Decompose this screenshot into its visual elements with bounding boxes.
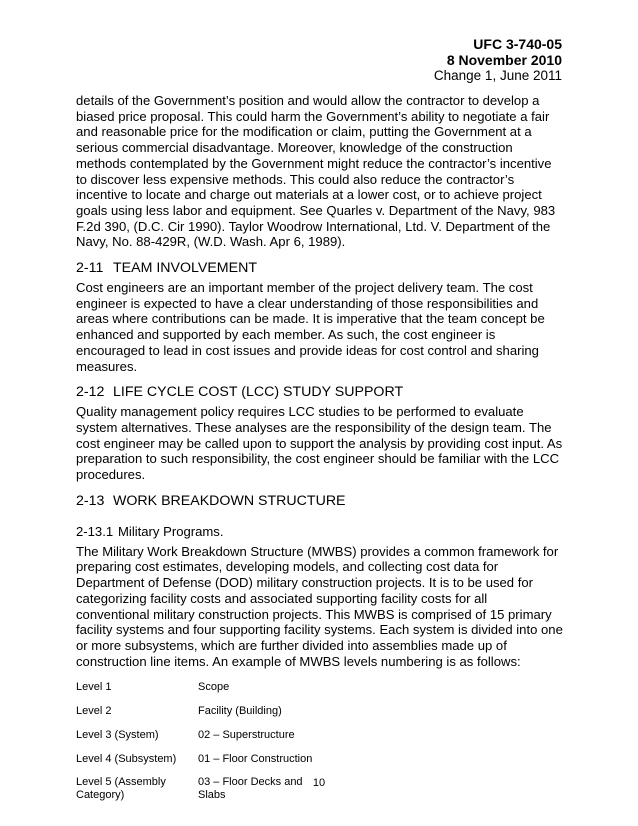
- table-row: [76, 753, 564, 766]
- section-title: LIFE CYCLE COST (LCC) STUDY SUPPORT: [113, 384, 404, 401]
- page-header: [434, 36, 562, 84]
- section-title: TEAM INVOLVEMENT: [113, 260, 257, 277]
- level-name: Level 1: [76, 681, 112, 694]
- level-name: Level 3 (System): [76, 728, 159, 741]
- section-heading: [76, 259, 564, 277]
- subsection-2-13-1: [76, 523, 564, 670]
- subsection-heading: [76, 523, 564, 540]
- table-row: [76, 729, 564, 742]
- level-name: Level 4 (Subsystem): [76, 752, 177, 765]
- level-name: Level 5 (Assembly Category): [76, 776, 166, 802]
- section-body: Cost engineers are an important member of the project delivery team. The cost engineer is expected to have a clear understanding of those responsibilities and areas where contributions can be made. It is imperative that the team concept be enhanced and supported by each member. As such, the cost engineer is encouraged to lead in cost issues and provide ideas for cost control and sharing measures.: [76, 280, 545, 374]
- section-2-12: [76, 383, 564, 483]
- level-name: Level 2: [76, 705, 112, 718]
- table-row: [76, 705, 564, 718]
- change-note: Change 1, June 2011: [433, 68, 562, 83]
- section-heading: [76, 492, 564, 510]
- section-number: 2-12: [76, 384, 105, 401]
- section-number: 2-11: [76, 260, 104, 277]
- intro-paragraph: details of the Government’s position and would allow the contractor to develop a biased price proposal. This could harm the Government’s ability to negotiate a fair and reasonable price for the modification or claim, putting the Government at a serious commercial disadvantage. Moreover, knowledge of the construction methods contemplated by the Government might reduce the contractor’s incentive to discover less expensive methods. This could also reduce the contractor’s incentive to locate and charge out materials at a lower cost, or to achieve project goals using less labor and equipment. See Quarles v. Department of the Navy, 983 F.2d 390, (D.C. Cir 1990). Taylor Woodrow International, Ltd. V. Department of the Navy, No. 88-429R, (W.D. Wash. Apr 6, 1989).: [76, 93, 556, 250]
- section-title: WORK BREAKDOWN STRUCTURE: [113, 492, 346, 509]
- page-number: 10: [312, 777, 326, 789]
- table-row: [76, 681, 564, 694]
- page-content: [76, 93, 564, 813]
- section-body: Quality management policy requires LCC studies to be performed to evaluate system alternatives. These analyses are the responsibility of the design team. The cost engineer may be called upon to support the analysis by providing cost input. As preparation to such responsibility, the cost engineer should be familiar with the LCC procedures.: [76, 404, 563, 483]
- document-id: UFC 3-740-05: [473, 36, 562, 52]
- section-heading: [76, 383, 564, 401]
- level-value: 03 – Floor Decks and Slabs: [198, 776, 303, 802]
- level-value: Facility (Building): [198, 705, 282, 718]
- document-date: 8 November 2010: [446, 52, 562, 68]
- subsection-number: 2-13.1: [76, 523, 114, 539]
- section-2-11: [76, 259, 564, 374]
- level-value: 02 – Superstructure: [198, 728, 295, 741]
- subsection-body: The Military Work Breakdown Structure (MWBS) provides a common framework for preparing cost estimates, developing models, and collecting cost data for Department of Defense (DOD) military construction projects. It is to be used for categorizing facility costs and associated supporting facility costs for all conventional military construction projects. This MWBS is comprised of 15 primary facility systems and four supporting facility systems. Each system is divided into one or more subsystems, which are further divided into assemblies made up of construction line items. An example of MWBS levels numbering is as follows:: [76, 543, 563, 669]
- level-value: 01 – Floor Construction: [198, 752, 313, 765]
- level-value: Scope: [198, 681, 230, 694]
- subsection-title: Military Programs.: [118, 523, 224, 539]
- section-2-13: [76, 492, 564, 510]
- section-number: 2-13: [76, 492, 105, 509]
